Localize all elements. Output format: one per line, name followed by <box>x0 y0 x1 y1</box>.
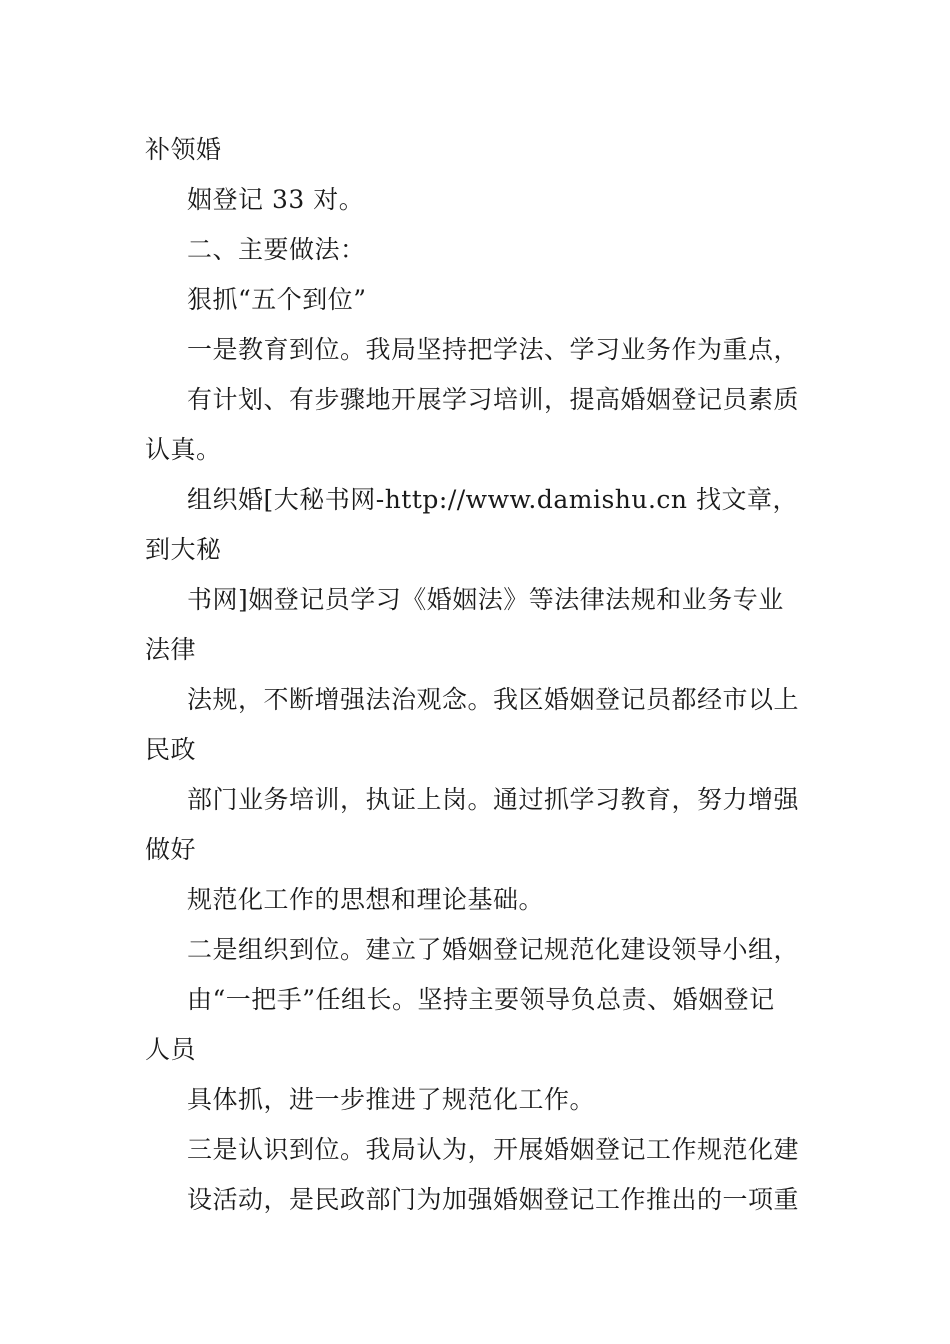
text-line: 法规，不断增强法治观念。我区婚姻登记员都经市以上 <box>187 685 800 714</box>
text-line: 二是组织到位。建立了婚姻登记规范化建设领导小组， <box>187 935 800 964</box>
text-line: 补领婚 <box>145 135 222 164</box>
text-line: 三是认识到位。我局认为，开展婚姻登记工作规范化建 <box>187 1135 800 1164</box>
text-line: 人员 <box>145 1035 197 1064</box>
text-line: 设活动，是民政部门为加强婚姻登记工作推出的一项重 <box>187 1185 800 1214</box>
text-line: 认真。 <box>145 435 222 464</box>
text-line: 规范化工作的思想和理论基础。 <box>187 885 545 914</box>
text-line: 一是教育到位。我局坚持把学法、学习业务作为重点， <box>187 335 800 364</box>
text-line: 狠抓“五个到位” <box>187 285 367 314</box>
text-line: 到大秘 <box>145 535 222 564</box>
text-line: 部门业务培训，执证上岗。通过抓学习教育，努力增强 <box>187 785 800 814</box>
text-line: 组织婚[大秘书网-http://www.damishu.cn 找文章， <box>187 485 798 514</box>
text-line: 姻登记 33 对。 <box>187 185 365 214</box>
text-line: 由“一把手”任组长。坚持主要领导负总责、婚姻登记 <box>187 985 775 1014</box>
text-line: 书网]姻登记员学习《婚姻法》等法律法规和业务专业 <box>187 585 784 614</box>
text-line: 法律 <box>145 635 197 664</box>
text-line: 民政 <box>145 735 197 764</box>
text-line: 做好 <box>145 835 197 864</box>
text-line: 有计划、有步骤地开展学习培训，提高婚姻登记员素质 <box>187 385 800 414</box>
section-heading: 二、主要做法： <box>187 235 366 264</box>
text-line: 具体抓，进一步推进了规范化工作。 <box>187 1085 596 1114</box>
